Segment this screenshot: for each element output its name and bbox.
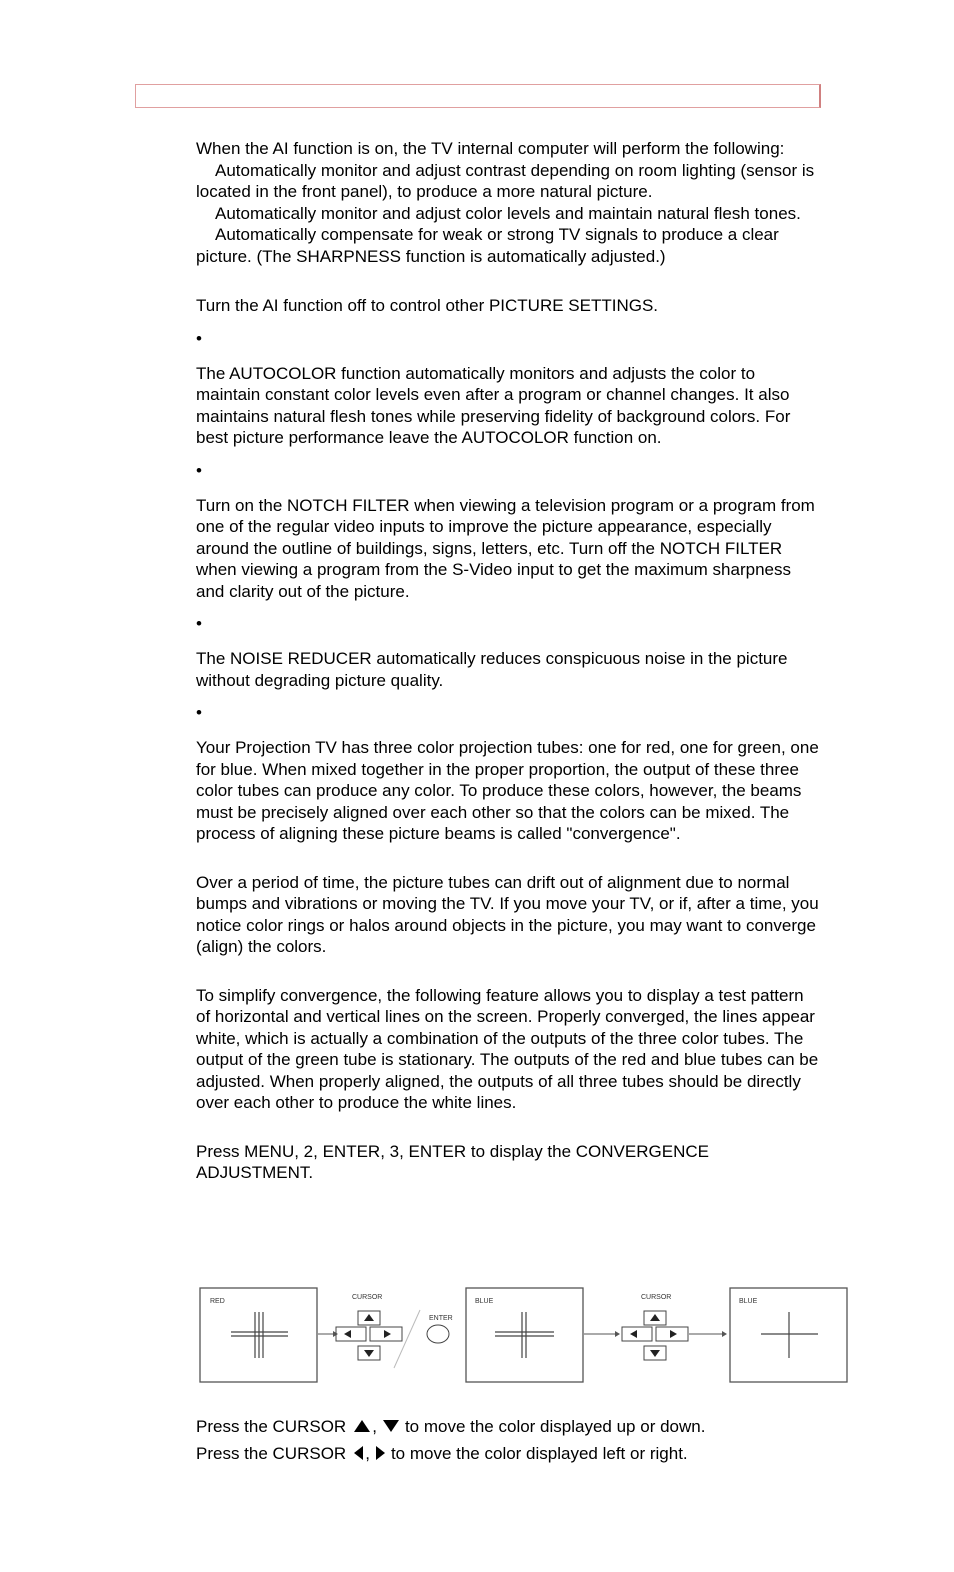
divider-slash xyxy=(394,1310,420,1368)
cursor-pad-1-label: CURSOR xyxy=(352,1294,383,1301)
caption-up-down-sep: , xyxy=(372,1417,377,1436)
blue-screen-1-label: BLUE xyxy=(475,1298,494,1305)
bullet-noise: • xyxy=(196,614,202,633)
convergence-drift-paragraph: Over a period of time, the picture tubes can drift out of alignment due to normal bumps and vibrations or moving the TV. If you move your TV, or if, after a time, you notice color rings or halos around objects in the picture, you may want to converge (align) the colors. xyxy=(196,872,819,956)
noise-reducer-paragraph: The NOISE REDUCER automatically reduces conspicuous noise in the picture without degrading picture quality. xyxy=(196,649,788,690)
ai-off-paragraph: Turn the AI function off to control other PICTURE SETTINGS. xyxy=(196,296,659,315)
cursor-up-icon xyxy=(354,1420,370,1432)
caption-up-down xyxy=(196,1416,705,1437)
bullet-notch: • xyxy=(196,460,202,480)
ai-item-signal-text: Automatically compensate for weak or strong TV signals to produce a clear picture. (The SHARPNESS function is automatically adjusted.) xyxy=(196,225,779,266)
ai-item-contrast xyxy=(196,160,821,203)
ai-item-color-text: Automatically monitor and adjust color levels and maintain natural flesh tones. xyxy=(215,203,801,223)
ai-item-color xyxy=(196,203,821,225)
caption-left-right-prefix: Press the CURSOR xyxy=(196,1444,347,1463)
document-body xyxy=(196,138,821,1184)
convergence-intro-paragraph: Your Projection TV has three color projection tubes: one for red, one for green, one for blue. When mixed together in the proper proportion, the output of these three color tubes can produce any color. To produce these colors, however, the beams must be precisely aligned over each other so that the colors can be mixed. The process of aligning these picture beams is called "convergence". xyxy=(196,738,819,843)
bullet-convergence: • xyxy=(196,703,202,722)
cursor-pad-2-down-icon xyxy=(650,1350,660,1357)
caption-left-right xyxy=(196,1443,688,1464)
convergence-adjustment-figure xyxy=(198,1286,850,1386)
arrow-head-2 xyxy=(615,1331,620,1337)
press-menu-paragraph: Press MENU, 2, ENTER, 3, ENTER to display the CONVERGENCE ADJUSTMENT. xyxy=(196,1141,709,1182)
caption-up-down-prefix: Press the CURSOR xyxy=(196,1417,347,1436)
red-screen-label: RED xyxy=(210,1298,225,1305)
cursor-pad-1-down-icon xyxy=(364,1350,374,1357)
blue-screen-2-label: BLUE xyxy=(739,1298,758,1305)
bullet-autocolor: • xyxy=(196,328,202,348)
enter-button-icon xyxy=(427,1325,449,1343)
cursor-pad-2-left-icon xyxy=(630,1330,637,1338)
autocolor-paragraph: The AUTOCOLOR function automatically monitors and adjusts the color to maintain constant color levels even after a program or channel changes. It also maintains natural flesh tones while preserving fidelity of background colors. For best picture performance leave the AUTOCOLOR function on. xyxy=(196,363,791,447)
cursor-pad-1-up-icon xyxy=(364,1314,374,1321)
ai-item-contrast-text: Automatically monitor and adjust contrast depending on room lighting (sensor is located in the front panel), to produce a more natural picture. xyxy=(196,160,815,201)
notch-filter-paragraph: Turn on the NOTCH FILTER when viewing a television program or a program from one of the regular video inputs to improve the picture appearance, especially around the outline of buildings, signs, letters, etc. Turn off the NOTCH FILTER when viewing a program from the S-Video input to get the maximum sharpness and clarity out of the picture. xyxy=(196,495,815,601)
cursor-pad-2-up-icon xyxy=(650,1314,660,1321)
cursor-down-icon xyxy=(383,1420,399,1432)
cursor-pad-1-left-icon xyxy=(344,1330,351,1338)
ai-intro-paragraph: When the AI function is on, the TV internal computer will perform the following: xyxy=(196,139,785,158)
red-crosshair xyxy=(231,1312,288,1358)
caption-up-down-suffix: to move the color displayed up or down. xyxy=(404,1417,706,1436)
caption-left-right-suffix: to move the color displayed left or right. xyxy=(390,1444,688,1463)
caption-left-right-sep: , xyxy=(365,1444,370,1463)
arrow-head-3 xyxy=(722,1331,727,1337)
cursor-pad-1-right-icon xyxy=(384,1330,391,1338)
convergence-test-pattern-paragraph: To simplify convergence, the following feature allows you to display a test pattern of horizontal and vertical lines on the screen. Properly converged, the lines appear white, which is actually a combination of the outputs of the three color tubes. The output of the green tube is stationary. The outputs of the red and blue tubes can be adjusted. When properly aligned, the outputs of all three tubes should be directly over each other to produce the white lines. xyxy=(196,985,819,1112)
cursor-left-icon xyxy=(354,1446,363,1460)
cursor-pad-2-label: CURSOR xyxy=(641,1294,672,1301)
blue-crosshair-2 xyxy=(761,1312,818,1358)
cursor-right-icon xyxy=(376,1446,385,1460)
header-rule-box xyxy=(135,84,821,108)
cursor-pad-2-right-icon xyxy=(670,1330,677,1338)
enter-button-label: ENTER xyxy=(429,1315,453,1322)
blue-crosshair-1 xyxy=(495,1312,554,1358)
ai-item-signal xyxy=(196,224,821,267)
